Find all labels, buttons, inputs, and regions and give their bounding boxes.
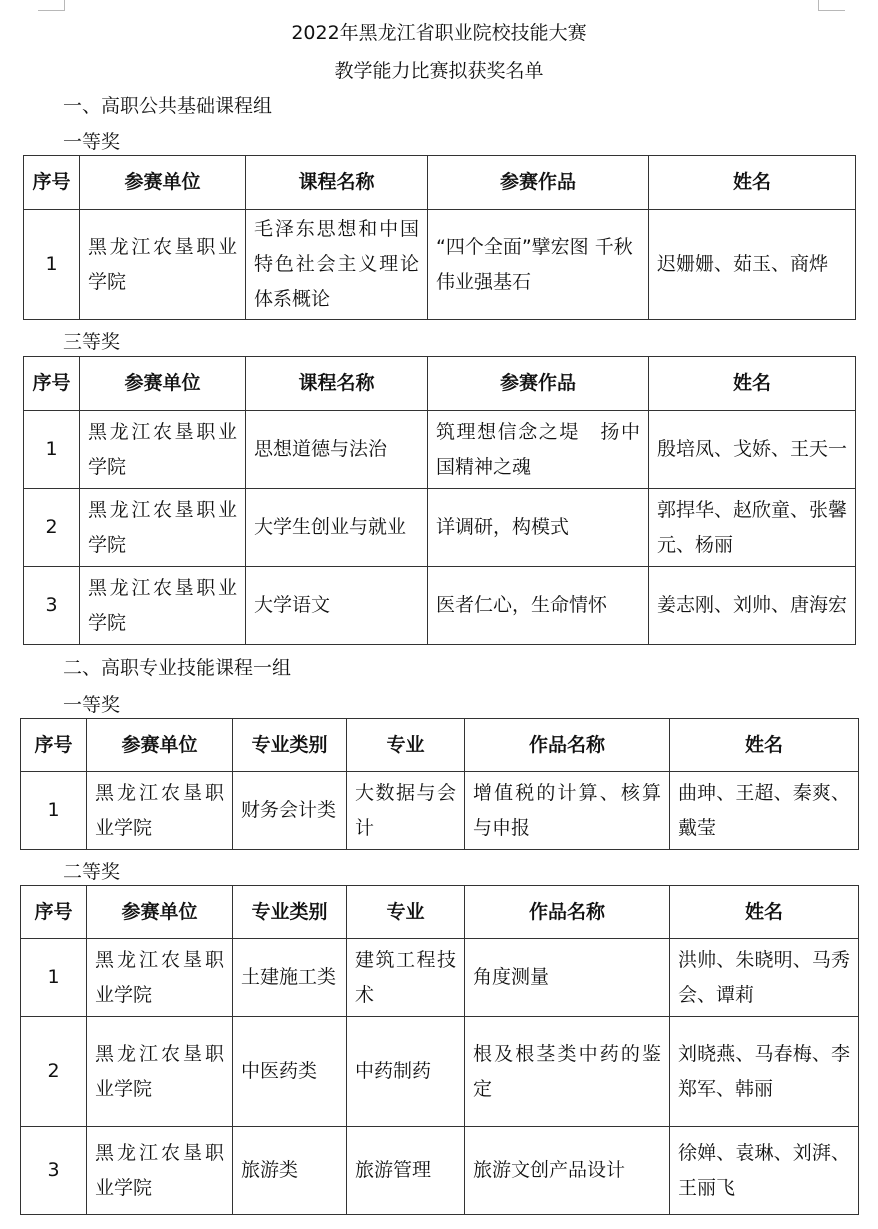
header-names: 姓名 bbox=[670, 886, 859, 939]
page-corner-mark-left bbox=[38, 0, 65, 11]
table-row bbox=[24, 411, 856, 489]
page-corner-mark-right bbox=[818, 0, 845, 11]
cell-names: 姜志刚、刘帅、唐海宏 bbox=[649, 567, 856, 645]
header-course: 课程名称 bbox=[246, 156, 428, 210]
cell-unit: 黑龙江农垦职业学院 bbox=[80, 567, 246, 645]
table-header-row bbox=[21, 719, 859, 772]
table-row bbox=[21, 1017, 859, 1127]
cell-names: 刘晓燕、马春梅、李郑军、韩丽 bbox=[670, 1017, 859, 1127]
table-header-row bbox=[24, 357, 856, 411]
section1-first-prize-table bbox=[23, 155, 856, 320]
section2-second-prize-table bbox=[20, 885, 859, 1215]
header-major: 专业 bbox=[347, 886, 465, 939]
cell-names: 曲珅、王超、秦爽、戴莹 bbox=[670, 772, 859, 850]
cell-work: 旅游文创产品设计 bbox=[465, 1127, 670, 1215]
cell-category: 旅游类 bbox=[233, 1127, 347, 1215]
cell-seq: 2 bbox=[21, 1017, 87, 1127]
cell-work: 增值税的计算、核算与申报 bbox=[465, 772, 670, 850]
table-row bbox=[24, 567, 856, 645]
table-row bbox=[21, 1127, 859, 1215]
cell-seq: 1 bbox=[21, 772, 87, 850]
cell-seq: 1 bbox=[24, 411, 80, 489]
cell-course: 毛泽东思想和中国特色社会主义理论体系概论 bbox=[246, 210, 428, 320]
cell-seq: 3 bbox=[24, 567, 80, 645]
cell-unit: 黑龙江农垦职业学院 bbox=[80, 489, 246, 567]
header-names: 姓名 bbox=[649, 357, 856, 411]
cell-names: 郭捍华、赵欣童、张馨元、杨丽 bbox=[649, 489, 856, 567]
cell-work: 筑理想信念之堤 扬中国精神之魂 bbox=[428, 411, 649, 489]
header-major: 专业 bbox=[347, 719, 465, 772]
cell-names: 殷培凤、戈娇、王天一 bbox=[649, 411, 856, 489]
cell-work: “四个全面”擘宏图 千秋伟业强基石 bbox=[428, 210, 649, 320]
cell-major: 大数据与会计 bbox=[347, 772, 465, 850]
header-work: 参赛作品 bbox=[428, 357, 649, 411]
cell-work: 根及根茎类中药的鉴定 bbox=[465, 1017, 670, 1127]
cell-work: 详调研，构模式 bbox=[428, 489, 649, 567]
cell-work: 角度测量 bbox=[465, 939, 670, 1017]
cell-unit: 黑龙江农垦职业学院 bbox=[80, 210, 246, 320]
cell-seq: 3 bbox=[21, 1127, 87, 1215]
cell-seq: 2 bbox=[24, 489, 80, 567]
header-unit: 参赛单位 bbox=[80, 357, 246, 411]
section1-third-prize-label: 三等奖 bbox=[63, 331, 121, 353]
document-subtitle: 教学能力比赛拟获奖名单 bbox=[334, 60, 544, 82]
section2-heading: 二、高职专业技能课程一组 bbox=[63, 657, 292, 679]
table-row bbox=[24, 489, 856, 567]
header-names: 姓名 bbox=[649, 156, 856, 210]
header-category: 专业类别 bbox=[233, 719, 347, 772]
cell-seq: 1 bbox=[21, 939, 87, 1017]
table-header-row bbox=[21, 886, 859, 939]
header-course: 课程名称 bbox=[246, 357, 428, 411]
table-header-row bbox=[24, 156, 856, 210]
header-seq: 序号 bbox=[24, 156, 80, 210]
cell-course: 大学生创业与就业 bbox=[246, 489, 428, 567]
cell-work: 医者仁心，生命情怀 bbox=[428, 567, 649, 645]
cell-seq: 1 bbox=[24, 210, 80, 320]
header-seq: 序号 bbox=[21, 886, 87, 939]
header-work: 参赛作品 bbox=[428, 156, 649, 210]
header-work: 作品名称 bbox=[465, 886, 670, 939]
section2-first-prize-label: 一等奖 bbox=[63, 694, 121, 716]
header-unit: 参赛单位 bbox=[87, 886, 233, 939]
cell-unit: 黑龙江农垦职业学院 bbox=[87, 939, 233, 1017]
cell-names: 洪帅、朱晓明、马秀会、谭莉 bbox=[670, 939, 859, 1017]
cell-unit: 黑龙江农垦职业学院 bbox=[87, 772, 233, 850]
cell-major: 中药制药 bbox=[347, 1017, 465, 1127]
header-names: 姓名 bbox=[670, 719, 859, 772]
header-seq: 序号 bbox=[24, 357, 80, 411]
document-title: 2022年黑龙江省职业院校技能大赛 bbox=[291, 22, 587, 44]
section1-heading: 一、高职公共基础课程组 bbox=[63, 95, 273, 117]
header-unit: 参赛单位 bbox=[80, 156, 246, 210]
cell-major: 旅游管理 bbox=[347, 1127, 465, 1215]
header-unit: 参赛单位 bbox=[87, 719, 233, 772]
table-row bbox=[21, 939, 859, 1017]
table-row bbox=[21, 772, 859, 850]
header-work: 作品名称 bbox=[465, 719, 670, 772]
section1-third-prize-table bbox=[23, 356, 856, 645]
cell-unit: 黑龙江农垦职业学院 bbox=[80, 411, 246, 489]
section2-second-prize-label: 二等奖 bbox=[63, 861, 121, 883]
cell-major: 建筑工程技术 bbox=[347, 939, 465, 1017]
cell-unit: 黑龙江农垦职业学院 bbox=[87, 1017, 233, 1127]
cell-course: 大学语文 bbox=[246, 567, 428, 645]
header-seq: 序号 bbox=[21, 719, 87, 772]
table-row bbox=[24, 210, 856, 320]
section2-first-prize-table bbox=[20, 718, 859, 850]
cell-category: 土建施工类 bbox=[233, 939, 347, 1017]
cell-category: 财务会计类 bbox=[233, 772, 347, 850]
cell-names: 徐婵、袁琳、刘湃、王丽飞 bbox=[670, 1127, 859, 1215]
cell-names: 迟姗姗、茹玉、商烨 bbox=[649, 210, 856, 320]
cell-category: 中医药类 bbox=[233, 1017, 347, 1127]
cell-unit: 黑龙江农垦职业学院 bbox=[87, 1127, 233, 1215]
section1-first-prize-label: 一等奖 bbox=[63, 131, 121, 153]
header-category: 专业类别 bbox=[233, 886, 347, 939]
cell-course: 思想道德与法治 bbox=[246, 411, 428, 489]
